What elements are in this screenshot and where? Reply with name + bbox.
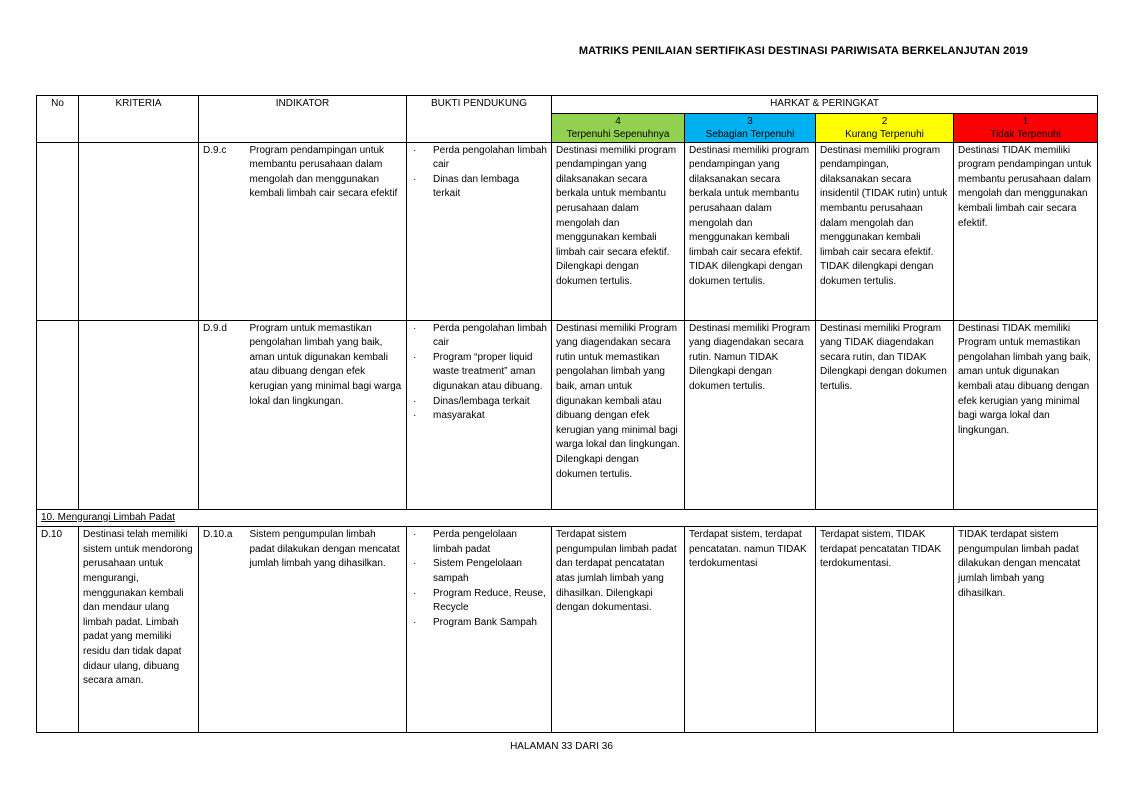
header-row: [37, 96, 1098, 114]
level-3-description: Destinasi memiliki program pendampingan yang dilaksanakan secara berkala untuk membantu perusahaan dalam mengolah dan menggunakan kembali limbah cair secara efektif. TIDAK dilengkapi dengan dokumen tertulis.: [685, 142, 816, 320]
level-2-description: Destinasi memiliki Program yang TIDAK diagendakan secara rutin, dan TIDAK Dilengkapi dengan dokumen tertulis.: [816, 320, 954, 509]
level-2-label: Kurang Terpenuhi: [845, 128, 924, 140]
evidence-cell: [407, 527, 552, 733]
level-2-score: 2: [881, 115, 888, 127]
document-title: MATRIKS PENILAIAN SERTIFIKASI DESTINASI PARIWISATA BERKELANJUTAN 2019: [578, 45, 1028, 57]
row-no: [37, 142, 79, 320]
indicator-text: Program pendampingan untuk membantu perusahaan dalam mengolah dan menggunakan kembali limbah cair secara efektif: [246, 142, 407, 320]
evidence-item: · Sistem Pengelolaan sampah: [411, 557, 547, 586]
section-row: [37, 509, 1098, 527]
table-row: [37, 320, 1098, 509]
evidence-cell: [407, 142, 552, 320]
evidence-item: · Perda pengolahan limbah cair: [411, 322, 547, 351]
header-kriteria: KRITERIA: [79, 96, 199, 143]
level-1-description: TIDAK terdapat sistem pengumpulan limbah padat dilakukan dengan mencatat jumlah limbah yang dihasilkan.: [954, 527, 1098, 733]
level-3-header: [685, 113, 816, 142]
row-kriteria: [79, 142, 199, 320]
indicator-code: D.10.a: [199, 527, 246, 733]
table-row: [37, 527, 1098, 733]
level-3-score: 3: [747, 115, 753, 127]
level-4-label: Terpenuhi Sepenuhnya: [566, 128, 670, 140]
assessment-matrix-table: [36, 95, 1098, 733]
level-4-description: Destinasi memiliki Program yang diagendakan secara rutin untuk memastikan pengolahan limbah yang baik, aman untuk digunakan kembali atau dibuang dengan efek kerugian yang minimal bagi warga lokal dan lingkungan. Dilengkapi dengan dokumen tertulis.: [552, 320, 685, 509]
evidence-item: · Perda pengelolaan limbah padat: [411, 528, 547, 557]
header-indikator: INDIKATOR: [199, 96, 407, 143]
evidence-item: · masyarakat: [411, 409, 547, 424]
indicator-code: D.9.d: [199, 320, 246, 509]
indicator-code: D.9.c: [199, 142, 246, 320]
level-3-description: Destinasi memiliki Program yang diagendakan secara rutin. Namun TIDAK Dilengkapi dengan dokumen tertulis.: [685, 320, 816, 509]
level-3-description: Terdapat sistem, terdapat pencatatan. namun TIDAK terdokumentasi: [685, 527, 816, 733]
header-harkat-peringkat: HARKAT & PERINGKAT: [552, 96, 1098, 114]
level-2-description: Destinasi memiliki program pendampingan, dilaksanakan secara insidentil (TIDAK rutin) untuk membantu perusahaan dalam mengolah dan menggunakan kembali limbah cair secara efektif. TIDAK dilengkapi dengan dokumen tertulis.: [816, 142, 954, 320]
level-1-score: 1: [1022, 115, 1029, 127]
row-kriteria: Destinasi telah memiliki sistem untuk mendorong perusahaan untuk mengurangi, menggunakan kembali dan mendaur ulang limbah padat. Limbah padat yang memiliki residu dan tidak dapat didaur ulang, dibuang secara aman.: [79, 527, 199, 733]
level-4-score: 4: [615, 115, 621, 127]
section-title: 10. Mengurangi Limbah Padat: [37, 509, 1098, 527]
indicator-text: Sistem pengumpulan limbah padat dilakukan dengan mencatat jumlah limbah yang dihasilkan.: [246, 527, 407, 733]
row-kriteria: [79, 320, 199, 509]
table-row: [37, 142, 1098, 320]
row-no: D.10: [37, 527, 79, 733]
level-4-description: Terdapat sistem pengumpulan limbah padat dan terdapat pencatatan atas jumlah limbah yang dihasilkan. Dilengkapi dengan dokumentasi.: [552, 527, 685, 733]
page-footer: HALAMAN 33 DARI 36: [510, 741, 613, 752]
row-no: [37, 320, 79, 509]
evidence-item: · Program “proper liquid waste treatment” aman digunakan atau dibuang.: [411, 351, 547, 395]
level-1-label: Tidak Terpenuhi: [990, 128, 1061, 140]
header-bukti-pendukung: BUKTI PENDUKUNG: [407, 96, 552, 143]
level-3-label: Sebagian Terpenuhi: [705, 128, 795, 140]
level-1-description: Destinasi TIDAK memiliki Program untuk memastikan pengolahan limbah yang baik, aman untuk digunakan kembali atau dibuang dengan efek kerugian yang minimal bagi warga lokal dan lingkungan.: [954, 320, 1098, 509]
evidence-item: · Program Bank Sampah: [411, 616, 547, 631]
level-4-description: Destinasi memiliki program pendampingan yang dilaksanakan secara berkala untuk membantu perusahaan dalam mengolah dan menggunakan kembali limbah cair secara efektif. Dilengkapi dengan dokumen tertulis.: [552, 142, 685, 320]
level-2-description: Terdapat sistem, TIDAK terdapat pencatatan TIDAK terdokumentasi.: [816, 527, 954, 733]
level-4-header: [552, 113, 685, 142]
evidence-cell: [407, 320, 552, 509]
evidence-item: · Program Reduce, Reuse, Recycle: [411, 587, 547, 616]
indicator-text: Program untuk memastikan pengolahan limbah yang baik, aman untuk digunakan kembali atau dibuang dengan efek kerugian yang minimal bagi warga lokal dan lingkungan.: [246, 320, 407, 509]
level-1-description: Destinasi TIDAK memiliki program pendampingan untuk membantu perusahaan dalam mengolah dan menggunakan kembali limbah cair secara efektif.: [954, 142, 1098, 320]
level-2-header: [816, 113, 954, 142]
evidence-item: · Dinas/lembaga terkait: [411, 395, 547, 410]
evidence-item: · Perda pengolahan limbah cair: [411, 144, 547, 173]
level-1-header: [954, 113, 1098, 142]
evidence-item: · Dinas dan lembaga terkait: [411, 173, 547, 202]
header-no: No: [37, 96, 79, 143]
